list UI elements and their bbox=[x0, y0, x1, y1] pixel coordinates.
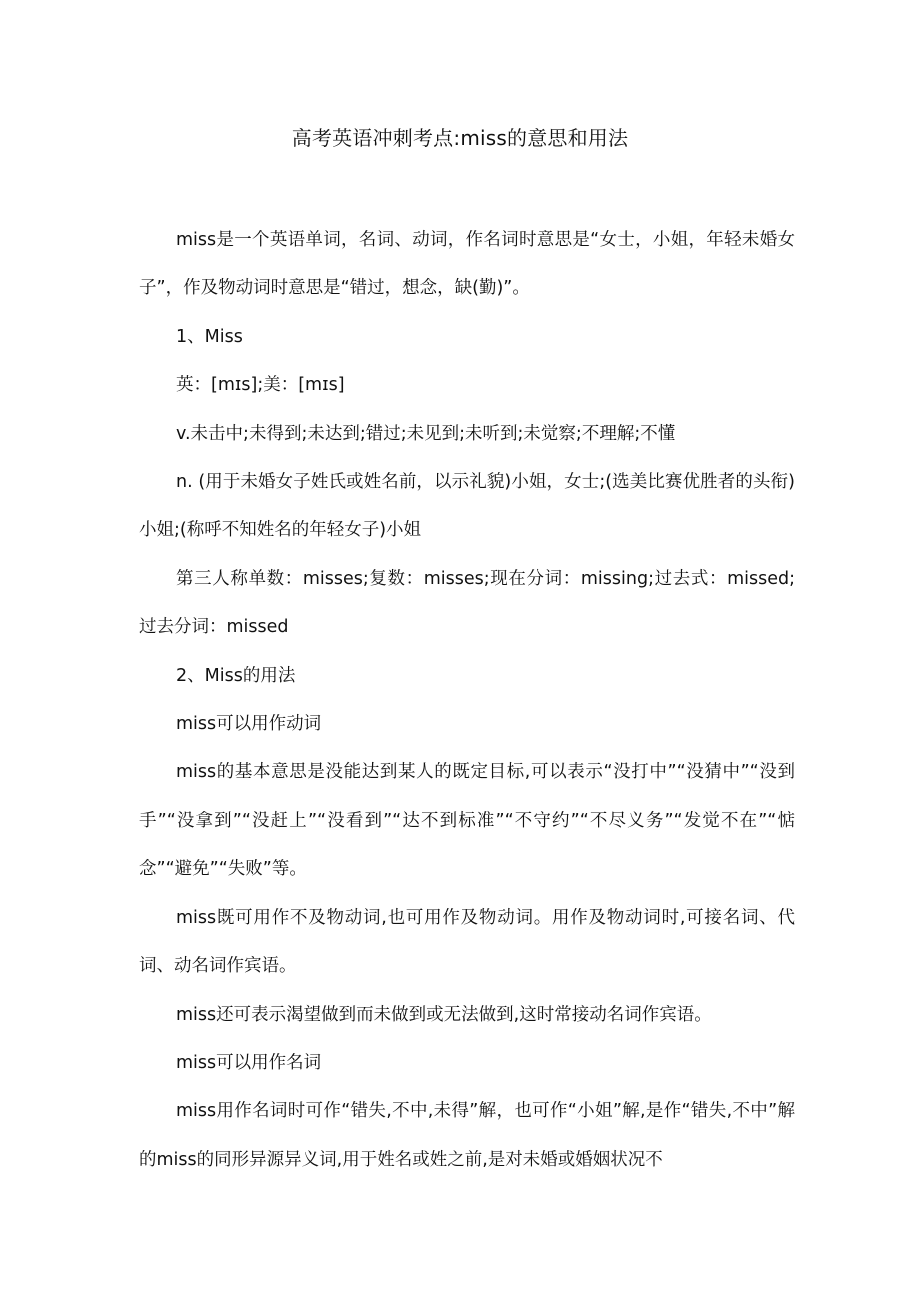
document-body bbox=[139, 216, 795, 1184]
paragraph-noun-usage: miss用作名词时可作“错失,不中,未得”解，也可作“小姐”解,是作“错失,不中”解的miss的同形异源异义词,用于姓名或姓之前,是对未婚或婚姻状况不 bbox=[139, 1101, 795, 1170]
paragraph-intro: miss是一个英语单词，名词、动词，作名词时意思是“女士，小姐，年轻未婚女子”，作及物动词时意思是“错过，想念，缺(勤)”。 bbox=[139, 230, 795, 299]
paragraph-gerund-object: miss还可表示渴望做到而未做到或无法做到,这时常接动名词作宾语。 bbox=[176, 1004, 712, 1025]
paragraph-basic-meaning: miss的基本意思是没能达到某人的既定目标,可以表示“没打中”“没猜中”“没到手”“没拿到”“没赶上”“没看到”“达不到标准”“不守约”“不尽义务”“发觉不在”“惦念”“避免”“失败”等。 bbox=[139, 762, 795, 880]
paragraph-word-forms: 第三人称单数：misses;复数：misses;现在分词：missing;过去式：missed;过去分词：missed bbox=[139, 568, 795, 638]
document-title: 高考英语冲刺考点:miss的意思和用法 bbox=[291, 126, 629, 150]
paragraph-transitivity: miss既可用作不及物动词,也可用作及物动词。用作及物动词时,可接名词、代词、动名词作宾语。 bbox=[139, 907, 795, 977]
section-heading-1: 1、Miss bbox=[176, 326, 243, 347]
paragraph-verb-meanings: v.未击中;未得到;未达到;错过;未见到;未听到;未觉察;不理解;不懂 bbox=[176, 423, 676, 444]
paragraph-pronunciation: 英：[mɪs];美：[mɪs] bbox=[176, 375, 345, 396]
paragraph-noun-meanings: n. (用于未婚女子姓氏或姓名前，以示礼貌)小姐，女士;(选美比赛优胜者的头衔)小姐;(称呼不知姓名的年轻女子)小姐 bbox=[139, 472, 795, 541]
subheading-noun-usage: miss可以用作名词 bbox=[176, 1052, 322, 1073]
subheading-verb-usage: miss可以用作动词 bbox=[176, 714, 322, 735]
section-heading-2: 2、Miss的用法 bbox=[176, 665, 296, 686]
